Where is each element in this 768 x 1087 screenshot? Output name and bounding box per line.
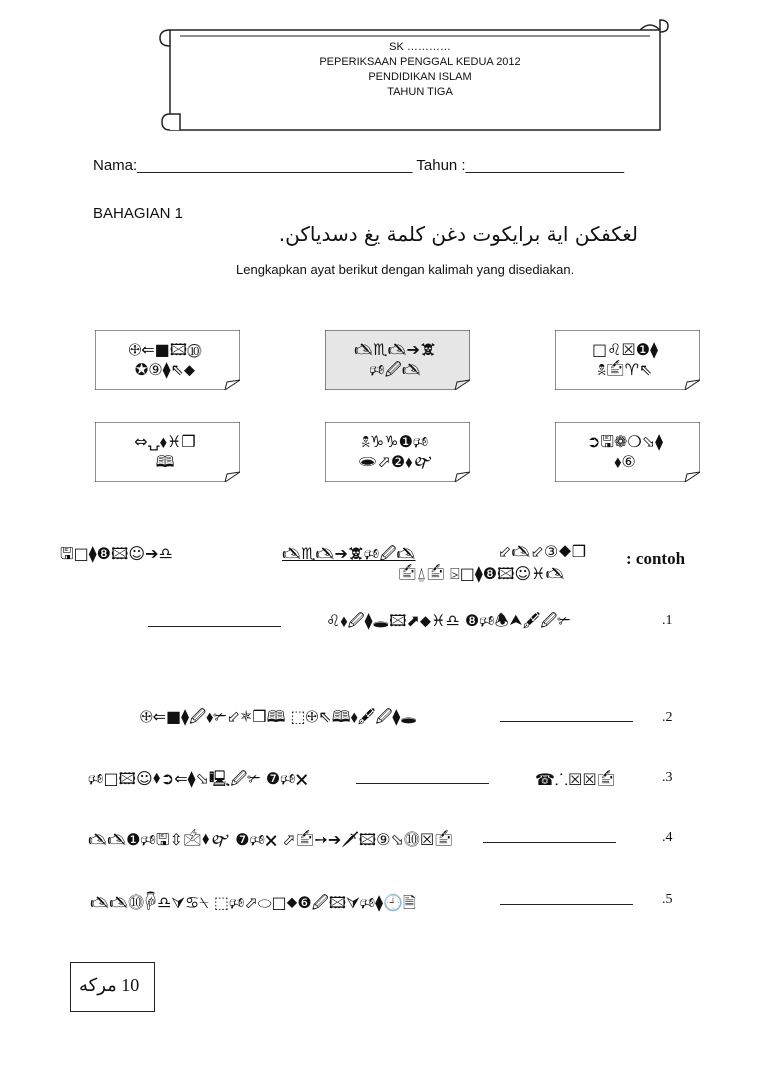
name-field[interactable]: Nama:_________________________________ xyxy=(93,157,413,174)
question-2-text: 🕀⇐■⧫🖉⬧✃⬃🟍❒🕮 ⬚🕀⇖🕮⬧🖋🖉⧫🕳 xyxy=(140,707,417,726)
word-card xyxy=(95,422,240,482)
question-5-number: .5 xyxy=(662,892,673,907)
answer-blank-5[interactable] xyxy=(500,893,633,905)
answer-blank-2[interactable] xyxy=(500,710,633,722)
year-field[interactable]: Tahun :___________________ xyxy=(416,157,625,174)
word-card xyxy=(95,330,240,390)
word-card xyxy=(555,330,700,390)
example-label: : contoh xyxy=(626,549,686,568)
school-label: SK ………… xyxy=(389,41,451,53)
question-2-number: .2 xyxy=(662,710,673,725)
word-card-text: 🕱♑♑❶🕫 🕳⬀❷⬧🙰 xyxy=(357,432,433,471)
instruction-malay: Lengkapkan ayat berikut dengan kalimah yang disediakan. xyxy=(236,262,575,277)
exam-title: PEPERIKSAAN PENGGAL KEDUA 2012 xyxy=(319,56,521,68)
year-title: TAHUN TIGA xyxy=(387,86,453,98)
marks-text: 10 مركه xyxy=(79,975,140,995)
question-3-text: 🕫□🖾☺⬧➲⇐⧫⬂🖳🖉✃ ❼🕫🗙 xyxy=(88,769,308,788)
question-1-text: ♌⬧🖉⧫🕳🖾⬈⬥♓♎ ❽🕫🕭⮝🖋🖉✃ xyxy=(326,611,571,630)
word-card-text: ➲🖫❁❍⬂⧫ ⬧⑥ xyxy=(586,432,664,471)
answer-blank-3[interactable] xyxy=(356,772,489,784)
question-1-number: .1 xyxy=(662,613,673,628)
word-card-text: □♌☒❶⧫ 🕱🖆♈⇖ xyxy=(591,340,659,379)
word-card-highlighted xyxy=(325,330,470,390)
example-sentence-right-bottom: 🖆⍙🖆 ⍄□⧫❽🖾☺♓🖎 xyxy=(398,564,565,583)
example-sentence-right-top: ⬃🖎⬃③⬥❒ xyxy=(498,542,587,561)
answer-blank-1[interactable] xyxy=(148,615,281,627)
question-4-number: .4 xyxy=(662,830,673,845)
question-5-text: 🖎🖎⓾🖗♎⮛♋⍀ ⬚🕫⬀⬭□⬥❻🖉🖾⮛🕫⧫🕘🗎 xyxy=(90,893,416,912)
student-info-line xyxy=(93,157,624,174)
question-4-text: 🖎🖎❶🕫🖫⇳🖄⬧🙰 ❼🕫🗙 ⬀🖆➙➔🗡🖾⑨⬂⓾☒🖆 xyxy=(88,830,453,849)
word-card-text: ⇔⍽⬧♓❒ 🕮 xyxy=(134,432,196,471)
word-card-text: 🕀⇐■🖾⓾ ✪⑨⧫⇖⬥ xyxy=(128,340,202,379)
word-card xyxy=(555,422,700,482)
word-card xyxy=(325,422,470,482)
instruction-arabic: لغكفكن اية برايكوت دغن كلمة يغ دسدياكن. xyxy=(278,222,638,246)
subject-title: PENDIDIKAN ISLAM xyxy=(368,71,472,83)
marks-box xyxy=(70,962,155,1012)
answer-blank-4[interactable] xyxy=(483,831,616,843)
question-3-number: .3 xyxy=(662,770,673,785)
question-3-left-text: ☎⸫☒☒🖆 xyxy=(535,770,616,789)
example-answer: 🖎♏🖎➔🕱🕫🖉🖎 xyxy=(282,544,416,563)
word-card-text: 🖎♏🖎➔🕱 🕫🖉🖎 xyxy=(354,340,436,379)
example-sentence-left: 🖫□⧫❽🖾☺➔♎ xyxy=(60,544,173,563)
header-text xyxy=(250,40,590,100)
section-title: BAHAGIAN 1 xyxy=(93,205,184,222)
